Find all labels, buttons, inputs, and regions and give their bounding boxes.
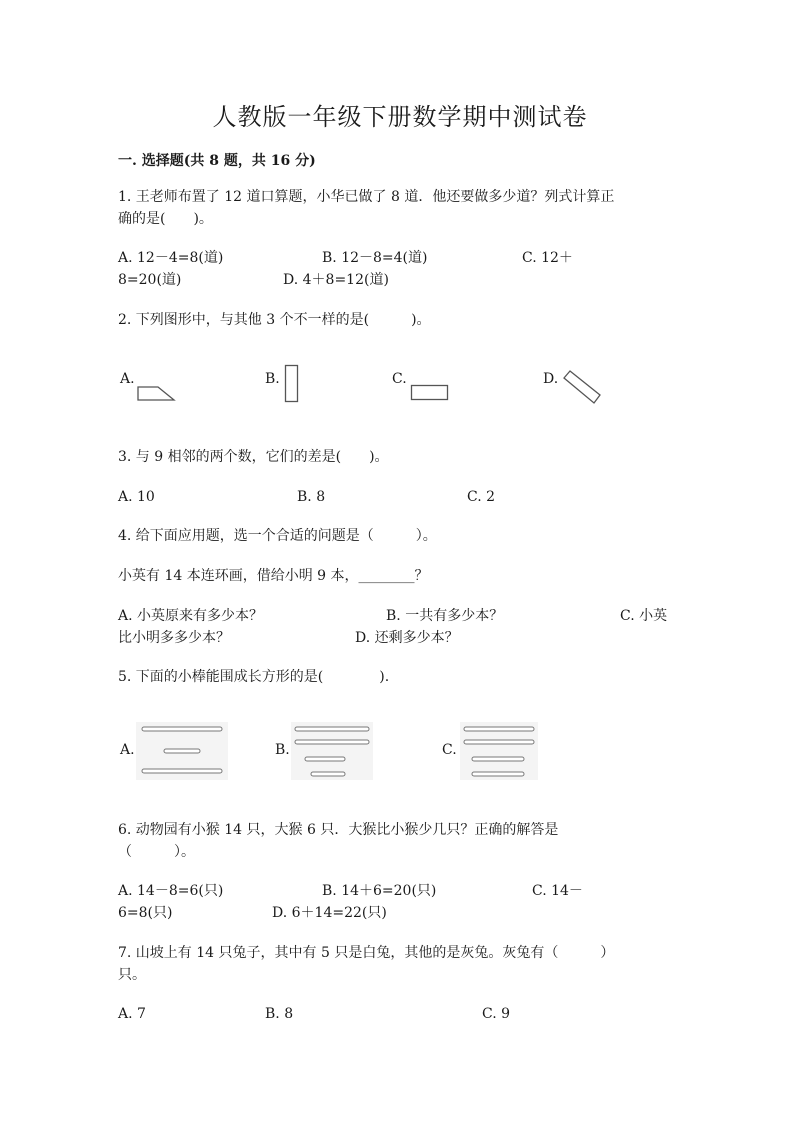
question-5-stem: 5. 下面的小棒能围成长方形的是( ). — [118, 669, 390, 685]
question-2-option-d[interactable]: D. — [543, 371, 559, 387]
question-2-option-a[interactable]: A. — [120, 371, 135, 387]
sticks-option-a-figure — [136, 722, 228, 780]
question-1-option-a[interactable]: A. 12－4=8(道) — [118, 250, 224, 266]
question-3-option-b[interactable]: B. 8 — [297, 489, 326, 505]
question-4-option-c[interactable]: C. 小英 — [620, 608, 668, 624]
tall-rectangle-shape — [284, 364, 300, 404]
question-7-stem-line1: 7. 山坡上有 14 只兔子，其中有 5 只是白兔，其他的是灰兔。灰兔有（ ） — [118, 945, 615, 961]
question-4-option-b[interactable]: B. 一共有多少本？ — [386, 608, 504, 624]
question-6-stem-line1: 6. 动物园有小猴 14 只，大猴 6 只．大猴比小猴少几只？正确的解答是 — [118, 822, 559, 838]
question-6-option-a[interactable]: A. 14－8=6(只) — [118, 883, 224, 899]
question-7-option-b[interactable]: B. 8 — [265, 1006, 294, 1022]
question-5-option-a[interactable]: A. — [120, 742, 135, 758]
question-6-option-d[interactable]: D. 6＋14=22(只) — [272, 905, 387, 921]
question-6-option-c-cont: 6=8(只) — [118, 905, 173, 921]
question-2-stem: 2. 下列图形中，与其他 3 个不一样的是( )。 — [118, 312, 431, 328]
question-1-option-d[interactable]: D. 4＋8=12(道) — [283, 272, 389, 288]
question-3-option-a[interactable]: A. 10 — [118, 489, 155, 505]
question-6-stem-line2: （ ）。 — [118, 844, 195, 860]
question-4-stem: 4. 给下面应用题，选一个合适的问题是（ ）。 — [118, 528, 437, 544]
question-5-option-c[interactable]: C. — [442, 742, 457, 758]
question-4-option-a[interactable]: A. 小英原来有多少本？ — [118, 608, 264, 624]
question-3-option-c[interactable]: C. 2 — [467, 489, 496, 505]
tilted-rectangle-shape — [558, 370, 604, 406]
sticks-option-b-figure — [291, 722, 373, 780]
trapezoid-shape — [136, 383, 178, 403]
question-3-stem: 3. 与 9 相邻的两个数，它们的差是( )。 — [118, 449, 389, 465]
question-1-option-c[interactable]: C. 12＋ — [522, 250, 573, 266]
page-title: 人教版一年级下册数学期中测试卷 — [212, 103, 588, 131]
question-6-option-b[interactable]: B. 14＋6=20(只) — [322, 883, 437, 899]
section-heading: 一. 选择题(共 8 题，共 16 分) — [118, 153, 316, 169]
question-7-option-a[interactable]: A. 7 — [118, 1006, 146, 1022]
question-7-stem-line2: 只。 — [118, 967, 146, 983]
question-4-option-d[interactable]: D. 还剩多少本？ — [355, 630, 459, 646]
question-1-stem-line1: 1. 王老师布置了 12 道口算题，小华已做了 8 道．他还要做多少道？列式计算正 — [118, 189, 615, 205]
question-6-option-c[interactable]: C. 14－ — [532, 883, 583, 899]
sticks-option-c-figure — [460, 722, 538, 780]
question-1-option-b[interactable]: B. 12－8=4(道) — [322, 250, 428, 266]
question-4-problem: 小英有 14 本连环画，借给小明 9 本，________？ — [118, 568, 429, 584]
wide-rectangle-shape — [410, 384, 450, 402]
question-2-option-b[interactable]: B. — [265, 371, 280, 387]
question-1-stem-line2: 确的是( )。 — [118, 211, 213, 227]
question-7-option-c[interactable]: C. 9 — [482, 1006, 511, 1022]
question-1-option-c-cont: 8=20(道) — [118, 272, 182, 288]
question-2-option-c[interactable]: C. — [392, 371, 407, 387]
question-5-option-b[interactable]: B. — [275, 742, 290, 758]
question-4-option-c-cont: 比小明多多少本？ — [118, 630, 230, 646]
